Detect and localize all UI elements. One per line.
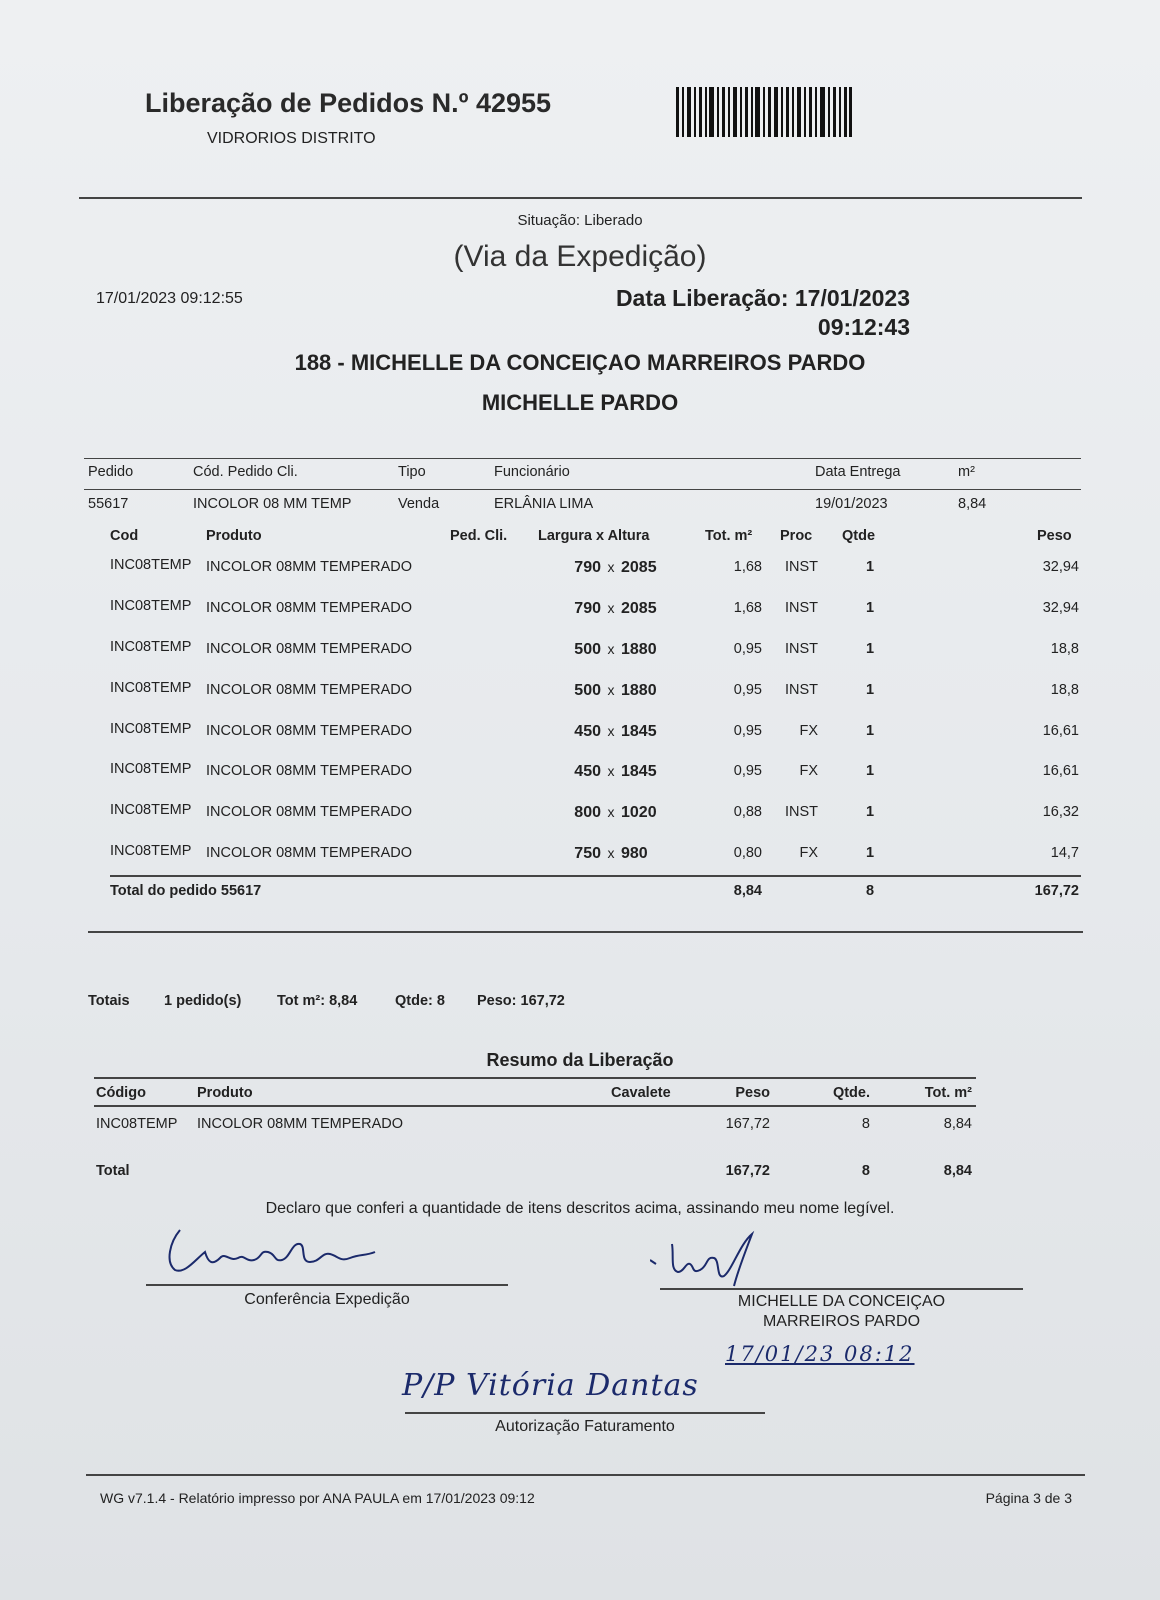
item-proc: FX (799, 763, 818, 779)
item-cod: INC08TEMP (110, 721, 192, 737)
times-sign: x (607, 763, 615, 779)
order-funcionario: ERLÂNIA LIMA (494, 496, 594, 512)
client-signature-label-line2: MARREIROS PARDO (762, 1313, 921, 1330)
client-short-name: MICHELLE PARDO (481, 390, 679, 415)
item-dimensions (540, 763, 720, 781)
item-altura: 2085 (621, 559, 657, 576)
divider (94, 1077, 976, 1079)
item-qtde: 1 (865, 600, 875, 616)
release-date-label: Data Liberação: 17/01/2023 (615, 285, 910, 311)
client-name: 188 - MICHELLE DA CONCEIÇAO MARREIROS PARDO (294, 350, 866, 375)
col-m2: m² (958, 464, 975, 480)
item-proc: INST (784, 804, 818, 820)
item-qtde: 1 (865, 641, 875, 657)
divider (110, 875, 1081, 877)
signature-client (650, 1230, 770, 1290)
item-tot-m2: 0,95 (733, 682, 762, 698)
times-sign: x (607, 845, 615, 861)
conferencia-label: Conferência Expedição (244, 1291, 410, 1308)
copy-type: (Via da Expedição) (453, 240, 707, 273)
signature-line (146, 1284, 508, 1286)
item-largura: 790 (574, 600, 601, 617)
item-cod: INC08TEMP (110, 843, 192, 859)
item-peso: 16,61 (1042, 763, 1079, 779)
item-dimensions (540, 845, 720, 863)
item-qtde: 1 (865, 845, 875, 861)
item-proc: FX (799, 723, 818, 739)
item-proc: INST (784, 559, 818, 575)
item-qtde: 1 (865, 763, 875, 779)
item-col-tot-m2: Tot. m² (705, 528, 753, 544)
item-col-proc: Proc (780, 528, 813, 544)
item-peso: 18,8 (1050, 682, 1079, 698)
divider (84, 458, 1081, 459)
item-produto: INCOLOR 08MM TEMPERADO (206, 763, 412, 779)
page-number: Página 3 de 3 (985, 1490, 1072, 1506)
handwritten-date: 17/01/23 08:12 (725, 1342, 915, 1366)
summary-title: Resumo da Liberação (486, 1050, 674, 1070)
item-produto: INCOLOR 08MM TEMPERADO (206, 600, 412, 616)
item-dimensions (540, 600, 720, 618)
item-peso: 14,7 (1050, 845, 1079, 861)
item-tot-m2: 0,95 (733, 723, 762, 739)
summary-total-qtde: 8 (861, 1163, 870, 1179)
times-sign: x (607, 600, 615, 616)
order-total-m2: 8,84 (733, 883, 762, 899)
item-produto: INCOLOR 08MM TEMPERADO (206, 845, 412, 861)
item-altura: 980 (621, 845, 648, 862)
item-altura: 1020 (621, 804, 657, 821)
item-col-cod: Cod (110, 528, 139, 544)
summary-total-label: Total (96, 1163, 130, 1179)
item-tot-m2: 0,95 (733, 763, 762, 779)
item-peso: 16,32 (1042, 804, 1079, 820)
item-largura: 750 (574, 845, 601, 862)
item-tot-m2: 1,68 (733, 600, 762, 616)
summary-peso: 167,72 (725, 1116, 770, 1132)
item-altura: 1845 (621, 763, 657, 780)
item-dimensions (540, 723, 720, 741)
client-signature-label-line1: MICHELLE DA CONCEIÇAO (737, 1293, 946, 1310)
item-dimensions (540, 641, 720, 659)
summary-col-codigo: Código (96, 1085, 146, 1101)
totals-m2: Tot m²: 8,84 (277, 993, 358, 1009)
item-col-peso: Peso (1037, 528, 1072, 544)
item-qtde: 1 (865, 682, 875, 698)
item-tot-m2: 0,95 (733, 641, 762, 657)
print-datetime: 17/01/2023 09:12:55 (96, 290, 243, 307)
item-col-ped-cli: Ped. Cli. (450, 528, 508, 544)
order-cod-pedido-cli: INCOLOR 08 MM TEMP (193, 496, 352, 512)
order-m2: 8,84 (958, 496, 987, 512)
summary-col-peso: Peso (735, 1085, 770, 1101)
item-peso: 18,8 (1050, 641, 1079, 657)
company-name: VIDRORIOS DISTRITO (207, 130, 376, 147)
times-sign: x (607, 723, 615, 739)
item-col-produto: Produto (206, 528, 262, 544)
summary-total-m2: 8,84 (943, 1163, 972, 1179)
summary-produto: INCOLOR 08MM TEMPERADO (197, 1116, 403, 1132)
divider (86, 1474, 1085, 1476)
item-col-qtde: Qtde (842, 528, 876, 544)
item-altura: 1880 (621, 682, 657, 699)
times-sign: x (607, 559, 615, 575)
item-largura: 500 (574, 641, 601, 658)
divider (84, 489, 1081, 490)
item-tot-m2: 1,68 (733, 559, 762, 575)
totals-qtde: Qtde: 8 (395, 993, 445, 1009)
item-cod: INC08TEMP (110, 761, 192, 777)
summary-codigo: INC08TEMP (96, 1116, 178, 1132)
item-largura: 790 (574, 559, 601, 576)
item-cod: INC08TEMP (110, 680, 192, 696)
item-cod: INC08TEMP (110, 639, 192, 655)
item-qtde: 1 (865, 723, 875, 739)
order-total-qtde: 8 (865, 883, 875, 899)
item-dimensions (540, 804, 720, 822)
item-dimensions (540, 559, 720, 577)
item-cod: INC08TEMP (110, 598, 192, 614)
release-date (560, 284, 910, 342)
footer-report-info: WG v7.1.4 - Relatório impresso por ANA PAULA em 17/01/2023 09:12 (100, 1490, 535, 1506)
summary-tot-m2: 8,84 (943, 1116, 972, 1132)
document-title: Liberação de Pedidos N.º 42955 (145, 88, 552, 118)
table-row (0, 845, 1160, 885)
item-altura: 2085 (621, 600, 657, 617)
item-produto: INCOLOR 08MM TEMPERADO (206, 804, 412, 820)
times-sign: x (607, 804, 615, 820)
signature-line (405, 1412, 765, 1414)
release-time: 09:12:43 (817, 314, 910, 340)
item-altura: 1845 (621, 723, 657, 740)
item-peso: 32,94 (1042, 600, 1079, 616)
item-cod: INC08TEMP (110, 802, 192, 818)
item-qtde: 1 (865, 804, 875, 820)
handwritten-authorization: P/P Vitória Dantas (402, 1368, 699, 1403)
item-proc: INST (784, 682, 818, 698)
order-tipo: Venda (398, 496, 440, 512)
signature-conferencia (150, 1222, 390, 1282)
col-pedido: Pedido (88, 464, 134, 480)
table-row (0, 723, 1160, 763)
totals-label: Totais (88, 993, 130, 1009)
summary-col-qtde: Qtde. (832, 1085, 870, 1101)
summary-col-cavalete: Cavalete (611, 1085, 671, 1101)
autorizacao-label: Autorização Faturamento (495, 1418, 675, 1435)
table-row (0, 763, 1160, 803)
item-tot-m2: 0,80 (733, 845, 762, 861)
summary-col-produto: Produto (197, 1085, 253, 1101)
client-signature-label (660, 1292, 1023, 1332)
item-col-largura-altura: Largura x Altura (538, 528, 650, 544)
table-row (0, 559, 1160, 599)
totals-peso: Peso: 167,72 (477, 993, 565, 1009)
summary-qtde: 8 (861, 1116, 870, 1132)
status-text: Situação: Liberado (517, 212, 643, 229)
item-altura: 1880 (621, 641, 657, 658)
item-peso: 32,94 (1042, 559, 1079, 575)
summary-col-tot-m2: Tot. m² (924, 1085, 972, 1101)
item-largura: 500 (574, 682, 601, 699)
col-funcionario: Funcionário (494, 464, 570, 480)
order-total-label: Total do pedido 55617 (110, 883, 262, 899)
item-cod: INC08TEMP (110, 557, 192, 573)
order-data-entrega: 19/01/2023 (815, 496, 888, 512)
col-tipo: Tipo (398, 464, 426, 480)
times-sign: x (607, 682, 615, 698)
item-tot-m2: 0,88 (733, 804, 762, 820)
order-total-peso: 167,72 (1034, 883, 1079, 899)
barcode (676, 87, 852, 137)
table-row (0, 682, 1160, 722)
item-peso: 16,61 (1042, 723, 1079, 739)
divider (94, 1105, 976, 1107)
item-proc: FX (799, 845, 818, 861)
item-proc: INST (784, 641, 818, 657)
table-row (0, 600, 1160, 640)
divider (88, 931, 1083, 933)
declaration-text: Declaro que conferi a quantidade de itens descritos acima, assinando meu nome legível. (265, 1200, 895, 1217)
item-produto: INCOLOR 08MM TEMPERADO (206, 559, 412, 575)
item-produto: INCOLOR 08MM TEMPERADO (206, 682, 412, 698)
item-produto: INCOLOR 08MM TEMPERADO (206, 641, 412, 657)
item-dimensions (540, 682, 720, 700)
item-produto: INCOLOR 08MM TEMPERADO (206, 723, 412, 739)
divider (79, 197, 1082, 199)
times-sign: x (607, 641, 615, 657)
signature-line (660, 1288, 1023, 1290)
item-largura: 450 (574, 763, 601, 780)
item-largura: 800 (574, 804, 601, 821)
order-pedido: 55617 (88, 496, 129, 512)
summary-total-peso: 167,72 (725, 1163, 770, 1179)
item-largura: 450 (574, 723, 601, 740)
table-row (0, 641, 1160, 681)
col-data-entrega: Data Entrega (815, 464, 901, 480)
item-proc: INST (784, 600, 818, 616)
col-cod-pedido-cli: Cód. Pedido Cli. (193, 464, 298, 480)
totals-pedidos: 1 pedido(s) (164, 993, 242, 1009)
table-row (0, 804, 1160, 844)
item-qtde: 1 (865, 559, 875, 575)
